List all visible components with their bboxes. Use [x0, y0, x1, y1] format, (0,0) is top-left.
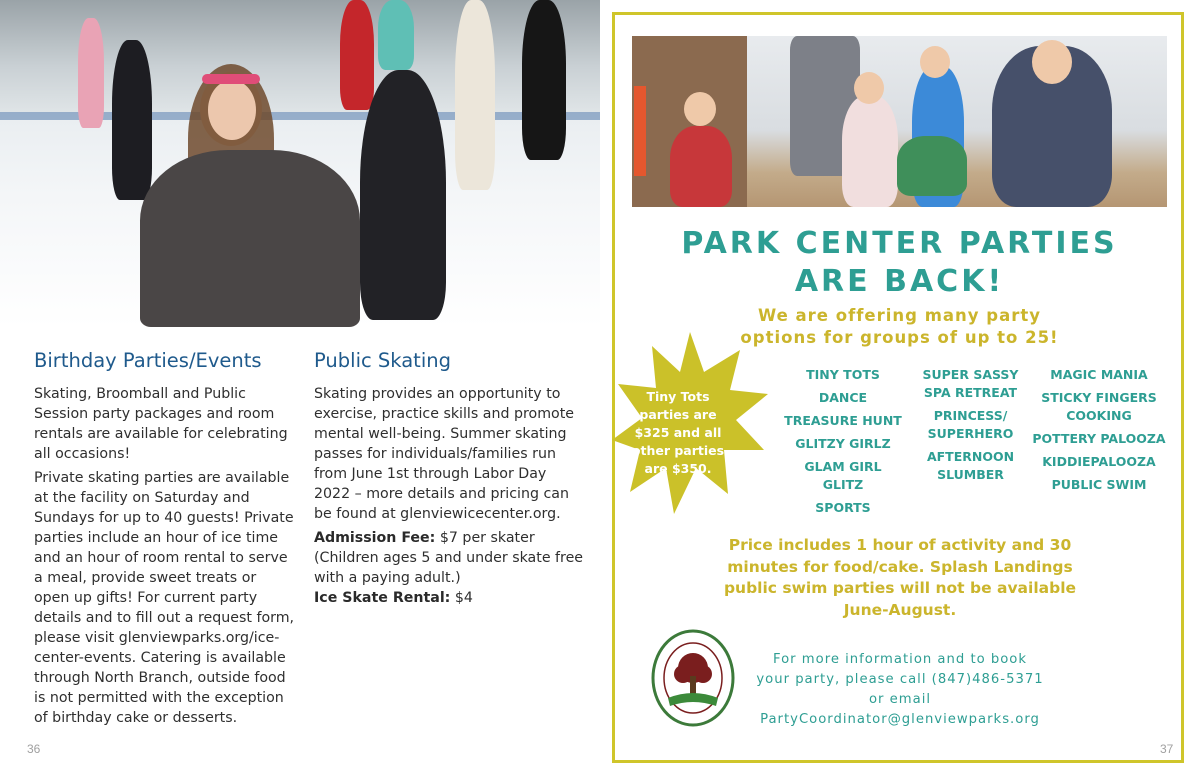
public-skating-paragraph: Skating provides an opportunity to exercise, practice skills and promote mental well-being. Summer skating passes for individuals/families run from June 1st through Labor Day 2022 – more details and pricing can be found at glenviewicecenter.org.: [314, 386, 574, 522]
party-options-column-1: [783, 366, 903, 522]
party-option: SPORTS: [815, 500, 871, 515]
contact-email: PartyCoordinator@glenviewparks.org: [760, 712, 1040, 727]
party-option: GLITZY GIRLZ: [795, 436, 891, 451]
party-option: SUPER SASSY SPA RETREAT: [922, 367, 1019, 400]
child-face: [1032, 40, 1072, 84]
child-pink-shirt: [842, 96, 898, 207]
party-option: TINY TOTS: [806, 367, 880, 382]
headline-line-2: ARE BACK!: [794, 264, 1005, 299]
headline-line-1: PARK CENTER PARTIES: [681, 226, 1118, 261]
party-option: KIDDIEPALOOZA: [1042, 454, 1156, 469]
party-options-column-3: [1032, 366, 1166, 499]
party-option: PRINCESS/ SUPERHERO: [927, 408, 1014, 441]
admission-fee-label: Admission Fee:: [314, 530, 436, 546]
party-option: MAGIC MANIA: [1050, 367, 1148, 382]
ice-skating-photo: [0, 0, 600, 327]
child-face: [854, 72, 884, 104]
public-skating-column: [314, 348, 584, 612]
admission-fee-value: $7 per skater (Children ages 5 and under skate free with a paying adult.): [314, 530, 584, 586]
girl-skater-gray-sweatshirt: [140, 150, 360, 327]
party-option: POTTERY PALOOZA: [1032, 431, 1166, 446]
birthday-intro-paragraph: Skating, Broomball and Public Session party packages and room rentals are available for celebrating all occasions!: [34, 386, 288, 462]
page-number-left: 36: [27, 742, 41, 756]
background-skater: [112, 40, 152, 200]
glenview-park-district-logo: [650, 628, 736, 728]
child-green-tail: [897, 136, 967, 196]
background-skater: [455, 0, 495, 190]
party-options-column-2: [918, 366, 1023, 489]
ice-skate-rental-value: $4: [450, 590, 473, 606]
party-option: STICKY FINGERS COOKING: [1041, 390, 1157, 423]
contact-line: or email: [868, 692, 932, 707]
orange-cone: [634, 86, 646, 176]
child-face: [920, 46, 950, 78]
subhead-line-1: We are offering many party: [757, 306, 1042, 325]
pink-headband: [202, 74, 260, 84]
background-skater: [340, 0, 374, 110]
background-skater: [522, 0, 566, 160]
price-note: Price includes 1 hour of activity and 30 minutes for food/cake. Splash Landings public swim parties will not be available June-August.: [723, 536, 1077, 619]
party-option: PUBLIC SWIM: [1051, 477, 1147, 492]
public-skating-heading: Public Skating: [314, 349, 451, 372]
party-option: AFTERNOON SLUMBER: [926, 449, 1015, 482]
birthday-parties-heading: Birthday Parties/Events: [34, 349, 262, 372]
birthday-details-paragraph: Private skating parties are available at the facility on Saturday and Sundays for up to 40 guests! Private parties include an hour of ice time and an hour of room rental to serve a meal, provide sweet treats or open up gifts! For current party details and to fill out a request form, please visit glenviewparks.org/ice-center-events. Catering is available through North Branch, outside food is not permitted with the exception of birthday cake or desserts.: [34, 470, 295, 726]
kids-party-photo: [632, 36, 1167, 207]
party-option: GLAM GIRL GLITZ: [804, 459, 882, 492]
party-option: DANCE: [818, 390, 868, 405]
background-skater: [378, 0, 414, 70]
girl-skater-face-front: [208, 80, 256, 140]
contact-line: For more information and to book: [772, 652, 1028, 667]
party-option: TREASURE HUNT: [784, 413, 902, 428]
birthday-parties-column: [34, 348, 296, 732]
girl-skater-dark-jacket: [360, 70, 446, 320]
contact-info: [752, 650, 1048, 730]
child-red-shirt: [670, 126, 732, 207]
child-face: [684, 92, 716, 126]
ice-skate-rental-label: Ice Skate Rental:: [314, 590, 451, 606]
background-skater: [78, 18, 104, 128]
tiny-tots-pricing-text: Tiny Tots parties are $325 and all other parties are $350.: [631, 389, 725, 476]
page-number-right: 37: [1160, 742, 1174, 756]
contact-line: your party, please call (847)486-5371: [756, 672, 1044, 687]
subhead-line-2: options for groups of up to 25!: [740, 328, 1059, 347]
admission-fee: [314, 528, 584, 608]
